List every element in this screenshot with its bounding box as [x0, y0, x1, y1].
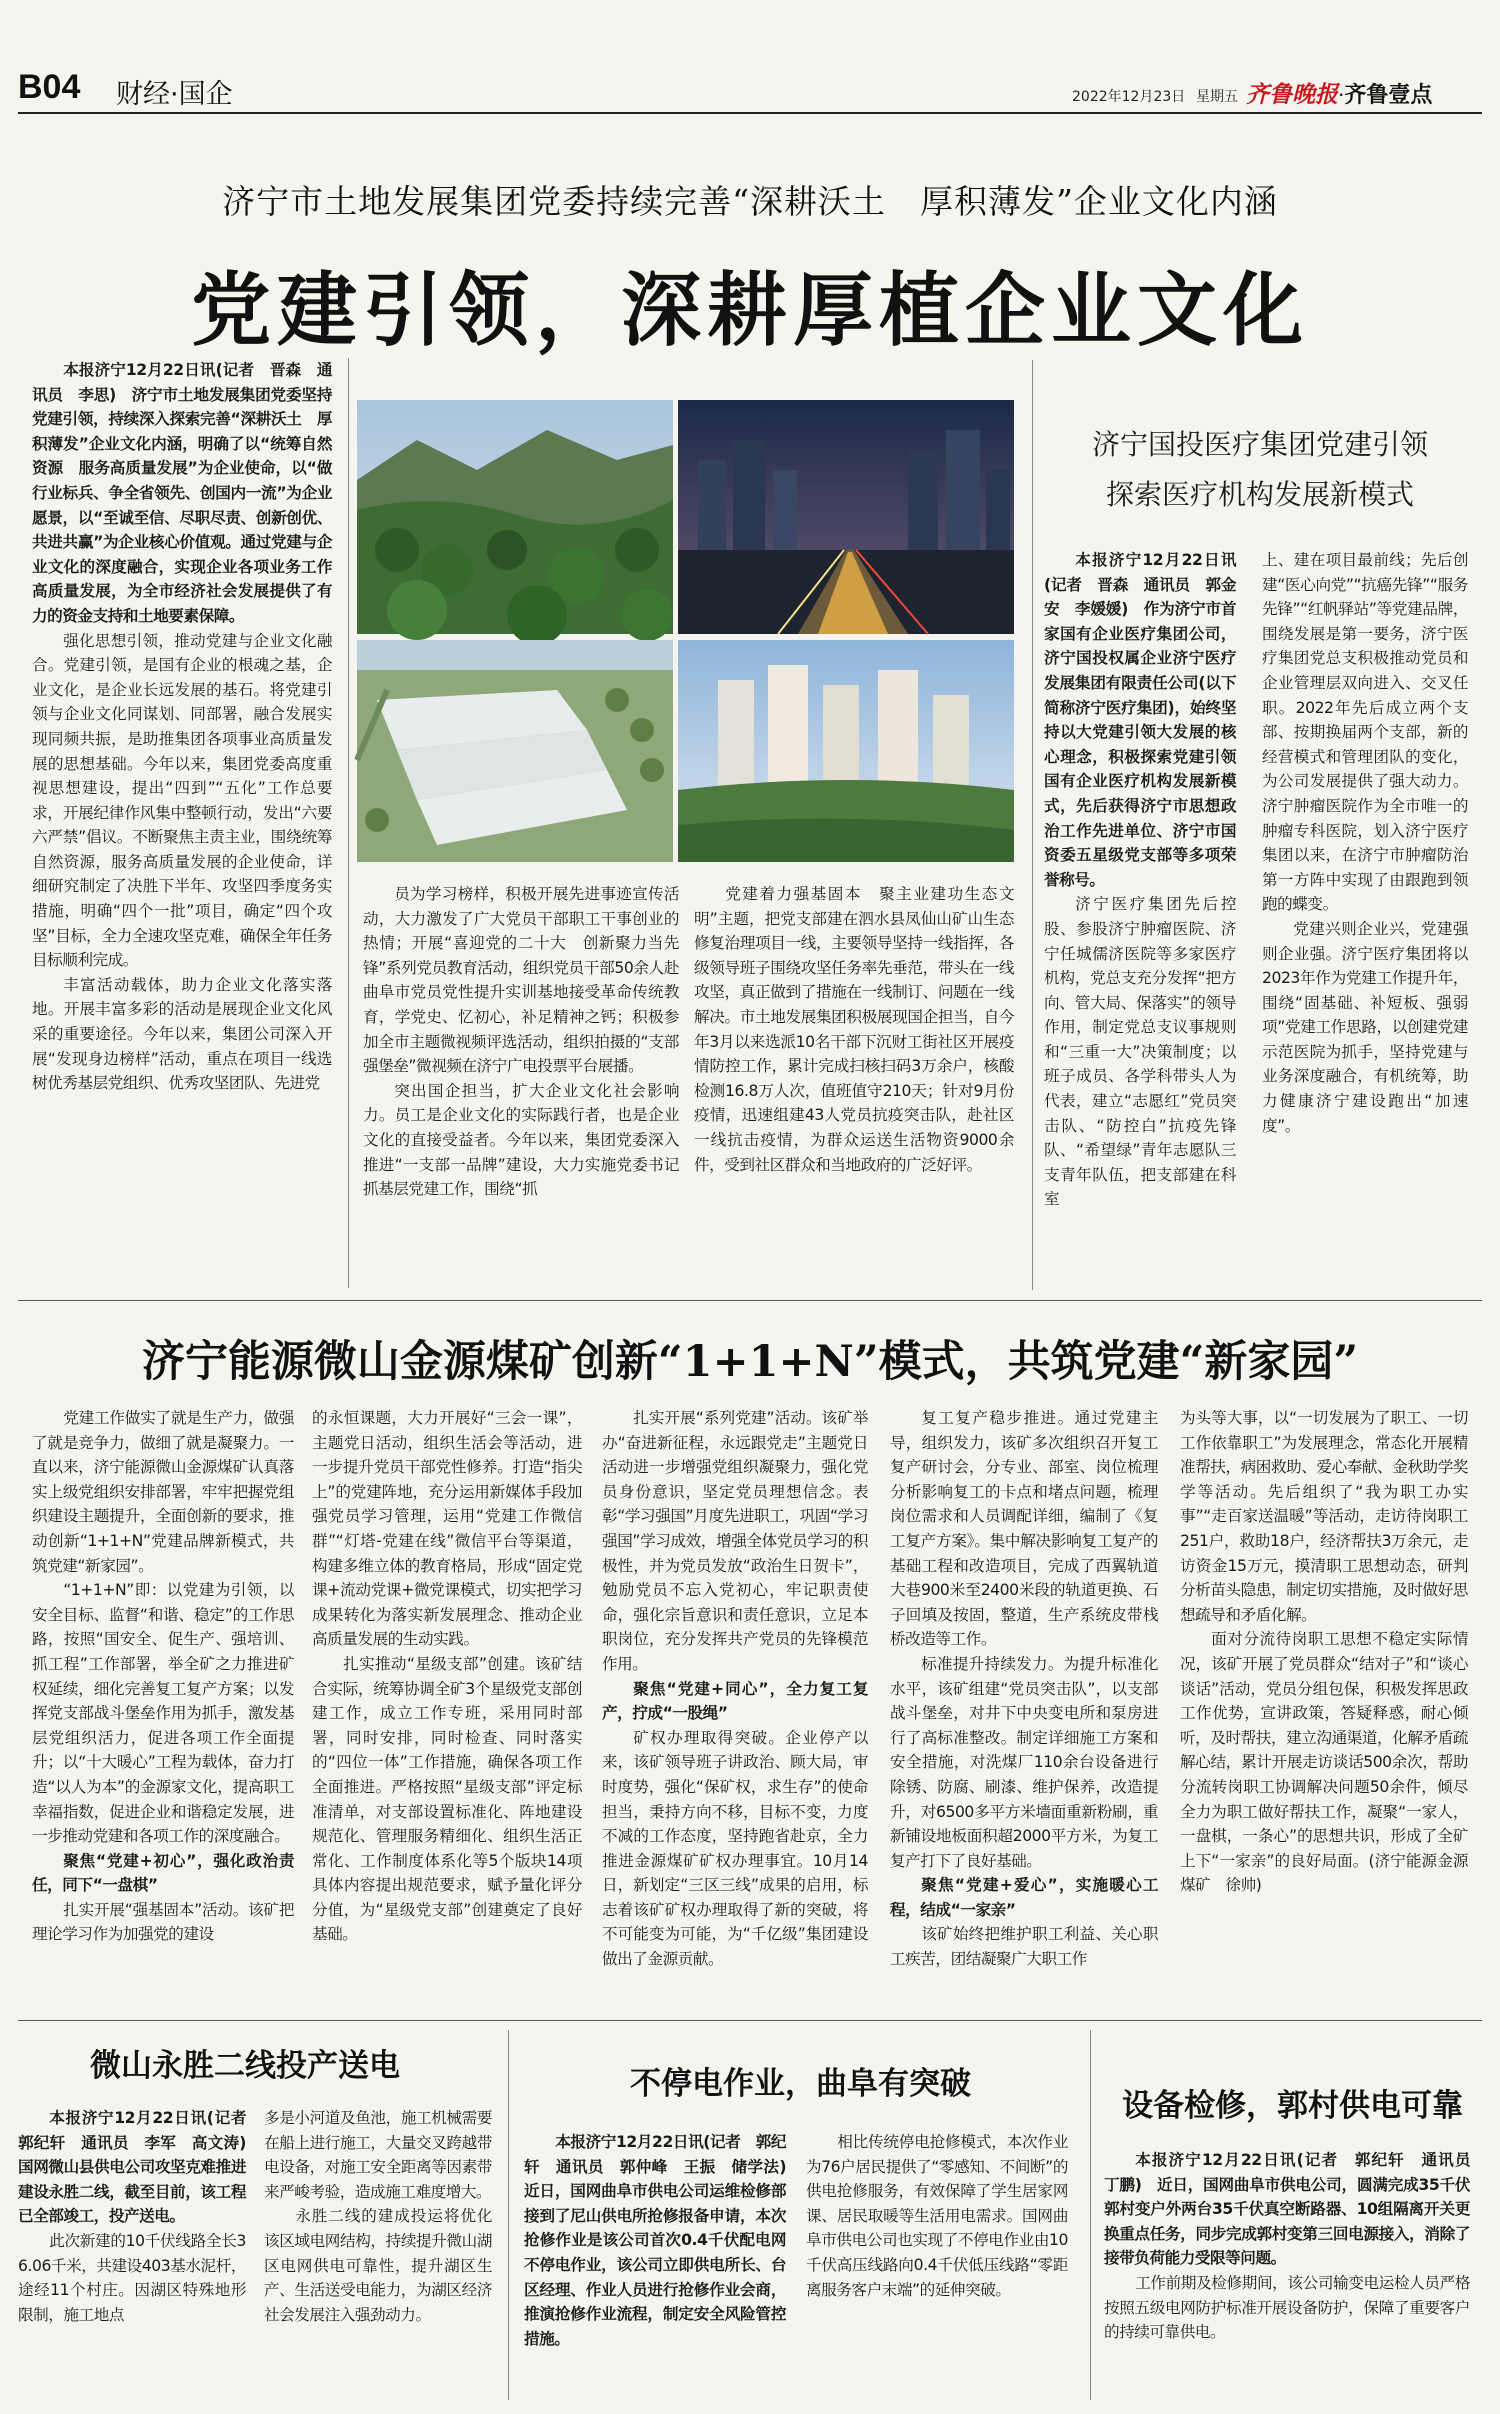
- top-story-column-2: [363, 882, 679, 1292]
- column-divider: [508, 2030, 509, 2400]
- top-story-column-3: [694, 882, 1014, 1292]
- side-headline-line-1: 济宁国投医疗集团党建引领: [1091, 428, 1428, 461]
- bottom-story-c-column-1: [1104, 2148, 1486, 2398]
- column-divider: [1032, 360, 1033, 1290]
- paragraph: 强化思想引领，推动党建与企业文化融合。党建引领，是国有企业的根魂之基，企业文化，是企业长远发展的基石。将党建引领与企业文化同谋划、同部署，融合发展实现同频共振，是助推集团各项事业高质量发展的思想基础。今年以来，集团党委高度重视思想建设，提出“四到”“五化”工作总要求，开展纪律作风集中整顿行动，发出“六要六严禁”倡议。不断聚焦主责主业，围绕统筹自然资源，服务高质量发展的企业使命，详细研究制定了决胜下半年、攻坚四季度务实措施，明确“四个一批”项目，确定“四个攻坚”目标，全力全速攻坚克难，确保全年任务目标顺利完成。: [32, 631, 332, 970]
- side-story-headline: [1040, 420, 1480, 520]
- column-divider: [348, 358, 349, 1288]
- newspaper-logo: [1246, 76, 1432, 109]
- middle-story-headline: 济宁能源微山金源煤矿创新“1+1+N”模式，共筑党建“新家园”: [141, 1337, 1359, 1387]
- bottom-story-b-column-1: [524, 2130, 802, 2396]
- paragraph: 突出国企担当，扩大企业文化社会影响力。员工是企业文化的实际践行者，也是企业文化的直接受益者。今年以来，集团党委深入推进“一支部一品牌”建设，大力实施党委书记抓基层党建工作，围绕“抓: [363, 1081, 679, 1199]
- paragraph: “1+1+N”即：以党建为引领，以安全目标、监督“和谐、稳定”的工作思路，按照“国安全、促生产、强培训、抓工程”工作部署，举全矿之力推进矿权延续，细化完善复工复产方案；以发挥党支部战斗堡垒作用为抓手，激发基层党组织活力，促进各项工作全面提升；以“十大暖心”工程为载体，奋力打造“以人为本”的金源家文化，提高职工幸福指数，促进企业和谐稳定发展，进一步推动党建和各项工作的深度融合。: [32, 1581, 294, 1846]
- paragraph: 的永恒课题，大力开展好“三会一课”，主题党日活动，组织生活会等活动，进一步提升党员干部党性修养。打造“指尖上”的党建阵地，充分运用新媒体手段加强党员学习管理，运用“党建工作微信群”“灯塔-党建在线”微信平台等渠道，构建多维立体的教育格局，形成“固定党课+流动党课+微党课模式，切实把学习成果转化为落实新发展理念、推动企业高质量发展的生动实践。: [312, 1409, 582, 1649]
- paragraph: 丰富活动载体，助力企业文化落实落地。开展丰富多彩的活动是展现企业文化风采的重要途径。今年以来，集团公司深入开展“发现身边榜样”活动，重点在项目一线选树优秀基层党组织、优秀攻坚团队、先进党: [32, 975, 332, 1093]
- section-name: 财经·国企: [116, 79, 233, 110]
- column-divider: [1090, 2030, 1091, 2400]
- issue-date: 2022年12月23日: [1072, 89, 1186, 105]
- section-rule: [18, 2020, 1482, 2021]
- bottom-story-a-headline: 微山永胜二线投产送电: [90, 2048, 400, 2084]
- bottom-story-c-headline: 设备检修，郭村供电可靠: [1122, 2088, 1463, 2124]
- top-story-kicker: 济宁市土地发展集团党委持续完善“深耕沃土 厚积薄发”企业文化内涵: [222, 182, 1278, 221]
- middle-story-column-3: [602, 1406, 868, 2006]
- section-rule: [18, 1300, 1482, 1301]
- paragraph: 本报济宁12月22日讯(记者 郭纪轩 通讯员 李军 高文涛) 国网微山县供电公司攻坚克难推进建设永胜二线，截至目前，该工程已全部竣工，投产送电。: [18, 2109, 262, 2226]
- photo-residential-towers: [678, 640, 1014, 862]
- paragraph: 员为学习榜样，积极开展先进事迹宣传活动，大力激发了广大党员干部职工干事创业的热情；开展“喜迎党的二十大 创新聚力当先锋”系列党员教育活动，组织党员干部50余人赴曲阜市党员党性提升实训基地接受革命传统教育，学党史、忆初心，补足精神之钙；积极参加全市主题微视频评选活动，组织拍摄的“支部强堡垒”微视频在济宁广电投票平台展播。: [363, 885, 679, 1076]
- issue-weekday: 星期五: [1196, 89, 1238, 105]
- logo-separator: ·: [1338, 83, 1345, 107]
- paragraph: 为头等大事，以“一切发展为了职工、一切工作依靠职工”为发展理念，常态化开展精准帮扶，病困救助、爱心奉献、金秋助学奖学等活动。先后组织了“我为职工办实事”“走百家送温暖”等活动，走访待岗职工251户，救助18户，经济帮扶3万余元，走访资金15万元，摸清职工思想动态，研判分析苗头隐患，制定切实措施，及时做好思想疏导和矛盾化解。: [1180, 1409, 1468, 1624]
- paragraph: 复工复产稳步推进。通过党建主导，组织发力，该矿多次组织召开复工复产研讨会，分专业、部室、岗位梳理分析影响复工的卡点和堵点问题，梳理岗位需求和人员调配详细，编制了《复工复产方案》。集中解决影响复工复产的基础工程和改造项目，完成了西翼轨道大巷900米至2400米段的轨道更换、石子回填及按固，整道，生产系统皮带栈桥改造等工作。: [890, 1409, 1158, 1649]
- paragraph: 工作前期及检修期间，该公司输变电运检人员严格按照五级电网防护标准开展设备防护，保障了重要客户的持续可靠供电。: [1104, 2273, 1470, 2342]
- side-story-column-1: [1044, 548, 1236, 1286]
- middle-story-column-5: [1180, 1406, 1468, 2006]
- paragraph: 面对分流待岗职工思想不稳定实际情况，该矿开展了党员群众“结对子”和“谈心谈话”活动，党员分组包保，积极发挥思政工作优势，宣讲政策，答疑释惑，耐心倾听，及时帮扶，建立沟通渠道，化解矛盾疏解心结，累计开展走访谈话500余次，帮助分流转岗职工协调解决问题50余件，倾尽全力为职工做好帮扶工作，凝聚“一家人，一盘棋，一条心”的思想共识，形成了全矿上下“一家亲”的良好局面。(济宁能源金源煤矿 徐帅): [1180, 1630, 1468, 1895]
- bottom-story-b-column-2: [806, 2130, 1068, 2396]
- brand-qilu-evening: 齐鲁晚报: [1246, 81, 1338, 108]
- photo-city-night-road: [678, 400, 1014, 634]
- paragraph: 本报济宁12月22日讯(记者 晋森 通讯员 郭金安 李媛媛) 作为济宁市首家国有企业医疗集团公司，济宁国投权属企业济宁医疗发展集团有限责任公司(以下简称济宁医疗集团)，始终坚持以大党建引领大发展的核心理念，积极探索党建引领国有企业医疗机构发展新模式，先后获得济宁市思想政治工作先进单位、济宁市国资委五星级党支部等多项荣誉称号。: [1044, 551, 1236, 889]
- bottom-story-a-column-1: [18, 2106, 262, 2396]
- subheading: 聚焦“党建+初心”，强化政治责任，同下“一盘棋”: [32, 1851, 294, 1895]
- paragraph: 多是小河道及鱼池，施工机械需要在船上进行施工，大量交叉跨越带电设备，对施工安全距离等因素带来严峻考验，造成施工难度增大。: [264, 2109, 492, 2201]
- paragraph: 扎实开展“系列党建”活动。该矿举办“奋进新征程，永远跟党走”主题党日活动进一步增强党组织凝聚力，强化党员身份意识，坚定党员理想信念。表彰“学习强国”月度先进职工，巩固“学习强国”学习成效，增强全体党员学习的积极性，并为党员发放“政治生日贺卡”，勉励党员不忘入党初心，牢记职责使命，强化宗旨意识和责任意识，立足本职岗位，充分发挥共产党员的先锋模范作用。: [602, 1409, 868, 1673]
- paragraph: 标准提升持续发力。为提升标准化水平，该矿组建“党员突击队”，以支部战斗堡垒，对井下中央变电所和泵房进行了高标准整改。制定详细施工方案和安全措施，对洗煤厂110余台设备进行除锈、防腐、刷漆、维护保养，改造提升，对6500多平方米墙面重新粉刷，重新铺设地板面积超2000平方米，为复工复产打下了良好基础。: [890, 1654, 1158, 1870]
- page-header: [0, 0, 1500, 110]
- paragraph: 扎实开展“强基固本”活动。该矿把理论学习作为加强党的建设: [32, 1900, 294, 1944]
- side-story-column-2: [1262, 548, 1468, 1286]
- bottom-story-a-column-2: [264, 2106, 492, 2396]
- paragraph: 济宁医疗集团先后控股、参股济宁肿瘤医院、济宁任城儒济医院等多家医疗机构，党总支充分发挥“把方向、管大局、保落实”的领导作用，制定党总支议事规则和“三重一大”决策制度；以班子成员、各学科带头人为代表，建立“志愿红”党员突击队、“防控白”抗疫先锋队、“希望绿”青年志愿队三支青年队伍，把支部建在科室: [1044, 895, 1236, 1209]
- side-headline-line-2: 探索医疗机构发展新模式: [1105, 478, 1414, 511]
- paragraph: 党建兴则企业兴，党建强则企业强。济宁医疗集团将以2023年作为党建工作提升年，围绕“固基础、补短板、强弱项”党建工作思路，以创建党建示范医院为抓手，坚持党建与业务深度融合，有机统筹，助力健康济宁建设跑出“加速度”。: [1262, 919, 1468, 1135]
- paragraph: 该矿始终把维护职工利益、关心职工疾苦，团结凝聚广大职工作: [890, 1925, 1158, 1969]
- paragraph: 党建工作做实了就是生产力，做强了就是竞争力，做细了就是凝聚力。一直以来，济宁能源微山金源煤矿认真落实上级党组织安排部署，牢牢把握党组织建设主题提升，全面创新的要求，推动创新“1+1+N”党建品牌新模式，共筑党建“新家园”。: [32, 1409, 294, 1575]
- middle-story-column-1: [32, 1406, 294, 2006]
- middle-story-column-2: [312, 1406, 582, 2006]
- paragraph: 本报济宁12月22日讯(记者 郭纪轩 通讯员 郭仲峰 王振 储学法) 近日，国网曲阜市供电公司运维检修部接到了尼山供电所抢修报备申请，本次抢修作业是该公司首次0.4千伏配电网不停电作业，该公司立即供电所长、台区经理、作业人员进行抢修作业会商，推演抢修作业流程，制定安全风险管控措施。: [524, 2133, 802, 2348]
- page-number: B04: [18, 68, 81, 106]
- paragraph: 党建着力强基固本 聚主业建功生态文明”主题，把党支部建在泗水县凤仙山矿山生态修复治理项目一线，主要领导坚持一线指挥，各级领导班子围绕攻坚任务率先垂范，带头在一线攻坚，真正做到了措施在一线制订、问题在一线解决。市土地发展集团积极展现国企担当，自今年3月以来选派10名干部下沉财工街社区开展疫情防控工作，累计完成扫核扫码3万余户，核酸检测16.8万人次，值班值守210天；针对9月份疫情，迅速组建43人党员抗疫突击队，赴社区一线抗击疫情，为群众运送生活物资9000余件，受到社区群众和当地政府的广泛好评。: [694, 885, 1014, 1174]
- paragraph: 扎实推动“星级支部”创建。该矿结合实际，统筹协调全矿3个星级党支部创建工作，成立工作专班，采用同时部署，同时安排，同时检查、同时落实的“四位一体”工作措施，确保各项工作全面推进。严格按照“星级支部”评定标准清单，对支部设置标准化、阵地建设规范化、管理服务精细化、组织生活正常化、工作制度体系化等5个版块14项具体内容提出规范要求，赋予量化评分分值，为“星级党支部”创建奠定了良好基础。: [312, 1654, 582, 1944]
- subheading: 聚焦“党建+同心”，全力复工复产，拧成“一股绳”: [602, 1679, 868, 1723]
- paragraph: 上、建在项目最前线；先后创建“医心向党”“抗癌先锋”“服务先锋”“红帆驿站”等党建品牌，围绕发展是第一要务，济宁医疗集团党总支积极推动党员和企业管理层双向进入、交叉任职。2022年先后成立两个支部、按期换届两个支部，新的经营模式和管理团队的变化，为公司发展提供了强大动力。济宁肿瘤医院作为全市唯一的肿瘤专科医院，划入济宁医疗集团以来，在济宁市肿瘤防治第一方阵中实现了由跟跑到领跑的蝶变。: [1262, 551, 1468, 914]
- paragraph: 本报济宁12月22日讯(记者 晋森 通讯员 李思) 济宁市土地发展集团党委坚持党建引领，持续深入探索完善“深耕沃土 厚积薄发”企业文化内涵，明确了以“统筹自然资源 服务高质量发展”为企业使命，以“做行业标兵、争全省领先、创国内一流”为企业愿景，以“至诚至信、尽职尽责、创新创优、共进共赢”为企业核心价值观。通过党建与企业文化的深度融合，实现企业各项业务工作高质量发展，为全市经济社会发展提供了有力的资金支持和土地要素保障。: [32, 361, 332, 625]
- subheading: 聚焦“党建+爱心”，实施暖心工程，结成“一家亲”: [890, 1876, 1158, 1919]
- paragraph: 永胜二线的建成投运将优化该区域电网结构，持续提升微山湖区电网供电可靠性，提升湖区生产、生活送受电能力，为湖区经济社会发展注入强劲动力。: [264, 2207, 492, 2324]
- header-rule: [18, 112, 1482, 114]
- paragraph: 本报济宁12月22日讯(记者 郭纪轩 通讯员 丁鹏) 近日，国网曲阜市供电公司，圆满完成35千伏郭村变户外两台35千伏真空断路器、10组隔离开关更换重点任务，同步完成郭村变第三回电源接入，消除了接带负荷能力受限等问题。: [1104, 2151, 1486, 2268]
- paragraph: 矿权办理取得突破。企业停产以来，该矿领导班子讲政治、顾大局，审时度势，强化“保矿权，求生存”的使命担当，秉持方向不移，目标不变，力度不减的工作态度，坚持跑省赴京，全力推进金源煤矿矿权办理事宜。10月14日，新划定“三区三线”成果的启用，标志着该矿矿权办理取得了新的突破，将不可能变为可能，为“千亿级”集团建设做出了金源贡献。: [602, 1728, 868, 1969]
- top-story-column-1: [32, 358, 332, 1293]
- paragraph: 此次新建的10千伏线路全长36.06千米，共建设403基水泥杆，途经11个村庄。因湖区特殊地形限制，施工地点: [18, 2231, 246, 2324]
- paragraph: 相比传统停电抢修模式，本次作业为76户居民提供了“零感知、不间断”的供电抢修服务，有效保障了学生居家网课、居民取暖等生活用电需求。国网曲阜市供电公司也实现了不停电作业由10千伏高压线路向0.4千伏低压线路“零距离服务客户末端”的延伸突破。: [806, 2133, 1068, 2299]
- brand-qilu-yidian: 齐鲁壹点: [1344, 83, 1433, 108]
- bottom-story-b-headline: 不停电作业，曲阜有突破: [630, 2066, 971, 2102]
- photo-forest-farm: [357, 400, 673, 634]
- middle-story-column-4: [890, 1406, 1158, 2006]
- top-story-headline: 党建引领，深耕厚植企业文化: [191, 263, 1309, 357]
- photo-greenhouses: [357, 640, 673, 862]
